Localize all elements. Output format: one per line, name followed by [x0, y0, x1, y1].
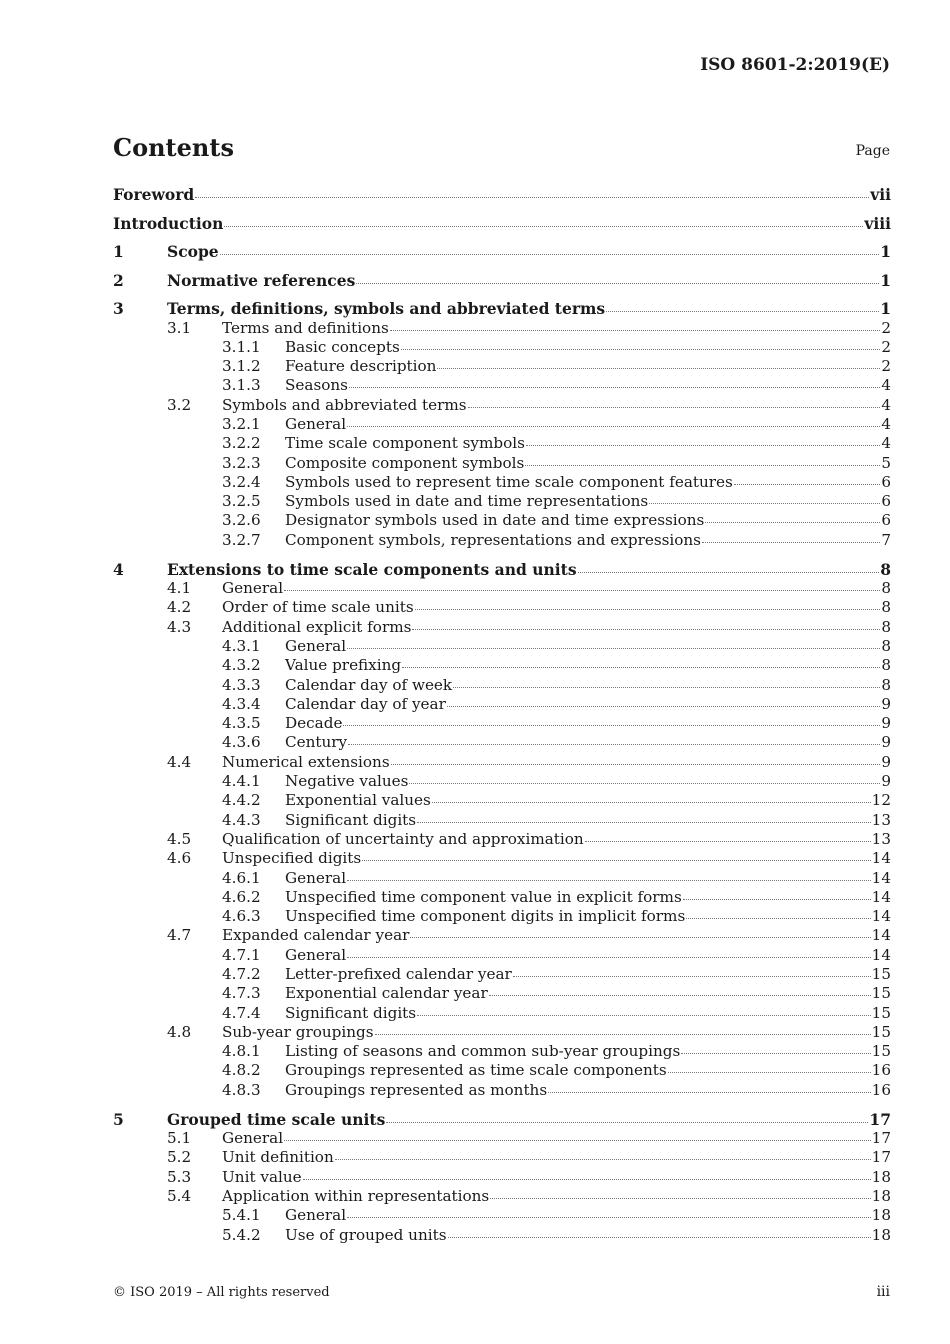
toc-dot-leader — [335, 1159, 871, 1160]
toc-entry-number: 5.4 — [167, 1186, 192, 1205]
toc-entry[interactable] — [113, 531, 891, 550]
toc-entry-title: Listing of seasons and common sub-year groupings — [285, 1042, 681, 1061]
toc-entry-title: Decade — [285, 714, 343, 733]
toc-entry-number: 3.2.2 — [222, 434, 261, 453]
toc-entry[interactable] — [113, 869, 891, 888]
toc-entry-title: Expanded calendar year — [222, 926, 410, 945]
toc-entry-title: Component symbols, representations and expressions — [285, 530, 701, 549]
toc-entry-number: 3.2.5 — [222, 492, 261, 511]
toc-entry-number: 4.7.2 — [222, 965, 261, 983]
toc-dot-leader — [490, 1198, 870, 1199]
toc-dot-leader — [401, 349, 881, 350]
toc-entry-page: 8 — [881, 617, 891, 636]
toc-entry-title: Significant digits — [285, 1003, 417, 1022]
toc-dot-leader — [705, 522, 880, 523]
toc-dot-leader — [348, 744, 880, 745]
toc-entry[interactable] — [113, 907, 891, 926]
toc-dot-leader — [284, 1140, 871, 1141]
toc-entry-page: 6 — [881, 472, 891, 491]
toc-dot-leader — [417, 1015, 871, 1016]
toc-entry[interactable] — [113, 656, 891, 675]
toc-entry[interactable] — [113, 598, 891, 617]
toc-entry[interactable] — [113, 618, 891, 637]
toc-entry[interactable] — [113, 1023, 891, 1042]
toc-dot-leader — [734, 484, 881, 485]
toc-entry-page: 15 — [871, 1003, 891, 1022]
toc-entry-page: 8 — [881, 656, 891, 675]
toc-dot-leader — [347, 1217, 871, 1218]
toc-entry-number: 4 — [113, 559, 124, 579]
toc-entry-number: 3.2 — [167, 395, 192, 414]
toc-entry[interactable] — [113, 888, 891, 907]
toc-entry-number: 4.3.6 — [222, 733, 261, 752]
toc-entry-number: 4.4.2 — [222, 791, 261, 810]
toc-dot-leader — [284, 590, 880, 591]
toc-entry-number: 5.3 — [167, 1167, 192, 1186]
toc-entry-number: 3.1.2 — [222, 357, 261, 376]
toc-entry-number: 4.4.3 — [222, 810, 261, 829]
toc-entry[interactable] — [113, 772, 891, 791]
toc-dot-leader — [683, 899, 871, 900]
toc-dot-leader — [686, 918, 870, 919]
toc-entry-title: Groupings represented as time scale components — [285, 1061, 667, 1080]
toc-entry-number: 4.7.3 — [222, 984, 261, 1003]
toc-entry-page: 16 — [871, 1061, 891, 1080]
document-id: ISO 8601-2:2019(E) — [700, 55, 890, 75]
toc-entry[interactable] — [113, 830, 891, 849]
toc-entry[interactable] — [113, 473, 891, 492]
toc-entry-title: Calendar day of year — [285, 694, 446, 713]
toc-entry-title: Exponential calendar year — [285, 984, 488, 1003]
toc-entry[interactable] — [113, 376, 891, 395]
toc-entry-title: Designator symbols used in date and time expressions — [285, 511, 705, 530]
toc-dot-leader — [224, 226, 863, 227]
toc-entry-number: 3.2.6 — [222, 511, 261, 530]
toc-entry[interactable] — [113, 492, 891, 511]
toc-dot-leader — [513, 976, 871, 977]
toc-entry-number: 3 — [113, 299, 124, 318]
toc-entry-title: Symbols used to represent time scale component features — [285, 472, 733, 491]
toc-entry-page: 9 — [881, 772, 891, 791]
toc-entry-title: Terms, definitions, symbols and abbreviated terms — [167, 299, 606, 318]
toc-entry-page: 7 — [881, 530, 891, 549]
toc-entry-title: Time scale component symbols — [285, 434, 525, 453]
toc-entry-page: 2 — [881, 357, 891, 376]
toc-entry-title: General — [285, 636, 347, 655]
toc-entry[interactable] — [113, 1168, 891, 1187]
toc-entry-number: 4.7.4 — [222, 1003, 261, 1022]
toc-entry-page: vii — [870, 185, 891, 204]
toc-dot-leader — [303, 1179, 871, 1180]
toc-entry-title: Use of grouped units — [285, 1225, 447, 1244]
toc-entry-page: 8 — [881, 675, 891, 694]
toc-entry[interactable] — [113, 185, 891, 205]
toc-entry-title: Century — [285, 733, 348, 752]
toc-entry-number: 1 — [113, 242, 124, 261]
toc-entry[interactable] — [113, 1061, 891, 1080]
toc-entry-page: 1 — [880, 242, 891, 261]
toc-dot-leader — [448, 1237, 871, 1238]
toc-entry[interactable] — [113, 1110, 891, 1130]
toc-entry-number: 3.1 — [167, 318, 192, 337]
toc-entry[interactable] — [113, 319, 891, 338]
toc-entry[interactable] — [113, 1004, 891, 1023]
toc-entry[interactable] — [113, 849, 891, 868]
toc-entry[interactable] — [113, 396, 891, 415]
toc-entry-title: Additional explicit forms — [222, 617, 412, 636]
toc-entry[interactable] — [113, 965, 891, 984]
toc-entry-page: 14 — [871, 926, 891, 945]
toc-dot-leader — [437, 368, 880, 369]
toc-entry-title: Letter-prefixed calendar year — [285, 965, 512, 983]
toc-entry-page: 17 — [871, 1148, 891, 1167]
toc-dot-leader — [362, 860, 871, 861]
toc-entry[interactable] — [113, 714, 891, 733]
toc-entry-title: Feature description — [285, 357, 437, 376]
toc-entry-number: 4.3.3 — [222, 675, 261, 694]
toc-entry[interactable] — [113, 271, 891, 291]
toc-dot-leader — [702, 542, 880, 543]
toc-entry-page: 1 — [880, 270, 891, 290]
toc-entry[interactable] — [113, 1129, 891, 1148]
toc-dot-leader — [453, 687, 880, 688]
toc-entry-page: 4 — [881, 376, 891, 395]
toc-dot-leader — [410, 937, 870, 938]
toc-dot-leader — [649, 503, 880, 504]
toc-dot-leader — [668, 1072, 871, 1073]
toc-entry[interactable] — [113, 733, 891, 752]
toc-entry-title: General — [222, 1129, 284, 1148]
toc-entry-title: Unit value — [222, 1167, 302, 1186]
toc-entry-page: 9 — [881, 714, 891, 733]
toc-entry-title: Grouped time scale units — [167, 1109, 386, 1129]
toc-entry-number: 4.6.1 — [222, 868, 261, 887]
toc-entry-page: 15 — [871, 1042, 891, 1061]
page-title: Contents — [113, 133, 234, 162]
toc-entry-page: 14 — [871, 907, 891, 926]
toc-entry-page: 17 — [869, 1109, 891, 1129]
toc-entry-page: 2 — [881, 318, 891, 337]
toc-entry[interactable] — [113, 791, 891, 810]
toc-entry-title: General — [285, 868, 347, 887]
toc-entry-number: 4.3.1 — [222, 636, 261, 655]
toc-entry-title: Terms and definitions — [222, 318, 389, 337]
toc-entry-number: 4.8.1 — [222, 1042, 261, 1061]
toc-dot-leader — [402, 667, 880, 668]
toc-entry[interactable] — [113, 357, 891, 376]
toc-entry-page: 16 — [871, 1080, 891, 1099]
toc-dot-leader — [391, 764, 881, 765]
toc-entry-page: 9 — [881, 752, 891, 771]
toc-entry-page: 15 — [871, 965, 891, 983]
toc-entry-title: Exponential values — [285, 791, 431, 810]
toc-entry-page: 8 — [880, 559, 891, 579]
page-column-label: Page — [855, 143, 890, 159]
toc-entry[interactable] — [113, 1226, 891, 1245]
toc-entry-title: Introduction — [113, 213, 224, 233]
toc-entry-number: 3.1.3 — [222, 376, 261, 395]
toc-entry-title: Scope — [167, 242, 219, 261]
toc-dot-leader — [525, 465, 880, 466]
toc-dot-leader — [548, 1092, 871, 1093]
toc-entry-number: 4.4 — [167, 752, 192, 771]
toc-entry-title: Application within representations — [222, 1186, 490, 1205]
toc-entry-title: Unspecified time component digits in implicit forms — [285, 907, 686, 926]
toc-entry-number: 3.2.1 — [222, 414, 261, 433]
toc-entry-number: 3.2.7 — [222, 530, 261, 549]
toc-entry-number: 4.7.1 — [222, 945, 261, 964]
toc-entry-title: General — [285, 414, 347, 433]
toc-entry-number: 4.2 — [167, 598, 192, 617]
toc-dot-leader — [347, 648, 880, 649]
toc-dot-leader — [468, 407, 881, 408]
toc-entry[interactable] — [113, 1081, 891, 1100]
toc-entry[interactable] — [113, 946, 891, 965]
toc-entry-title: Sub-year groupings — [222, 1022, 374, 1041]
toc-entry-number: 4.3.4 — [222, 694, 261, 713]
toc-entry-number: 5.2 — [167, 1148, 192, 1167]
toc-entry-title: Symbols and abbreviated terms — [222, 395, 467, 414]
table-of-contents — [113, 185, 891, 1245]
toc-entry-title: Seasons — [285, 376, 348, 395]
toc-entry[interactable] — [113, 695, 891, 714]
toc-entry[interactable] — [113, 1187, 891, 1206]
toc-entry-title: Normative references — [167, 270, 356, 290]
toc-entry[interactable] — [113, 560, 891, 580]
toc-entry[interactable] — [113, 637, 891, 656]
toc-entry-title: Negative values — [285, 772, 409, 791]
toc-entry[interactable] — [113, 338, 891, 357]
toc-entry-page: 14 — [871, 945, 891, 964]
toc-entry-number: 5 — [113, 1109, 124, 1129]
toc-entry-title: Foreword — [113, 185, 195, 204]
toc-entry-number: 3.2.4 — [222, 472, 261, 491]
toc-entry-number: 3.1.1 — [222, 337, 261, 356]
toc-entry[interactable] — [113, 984, 891, 1003]
toc-entry-title: Qualification of uncertainty and approximation — [222, 829, 584, 848]
toc-dot-leader — [415, 609, 881, 610]
toc-entry-page: 13 — [871, 810, 891, 829]
toc-entry-page: 9 — [881, 694, 891, 713]
toc-dot-leader — [375, 1034, 871, 1035]
toc-entry-number: 5.1 — [167, 1129, 192, 1148]
toc-entry-page: 4 — [881, 414, 891, 433]
toc-dot-leader — [386, 1122, 868, 1123]
toc-dot-leader — [220, 254, 880, 255]
toc-entry[interactable] — [113, 434, 891, 453]
toc-entry-title: Basic concepts — [285, 337, 400, 356]
toc-dot-leader — [526, 445, 880, 446]
toc-entry-page: 14 — [871, 849, 891, 868]
toc-entry-number: 4.3 — [167, 617, 192, 636]
toc-entry-page: 18 — [871, 1186, 891, 1205]
toc-entry-page: 8 — [881, 598, 891, 617]
toc-entry[interactable] — [113, 676, 891, 695]
toc-entry[interactable] — [113, 299, 891, 319]
toc-entry-title: Unspecified time component value in explicit forms — [285, 887, 682, 906]
toc-dot-leader — [390, 330, 881, 331]
toc-entry[interactable] — [113, 1042, 891, 1061]
toc-entry-number: 4.4.1 — [222, 772, 261, 791]
toc-entry-page: 14 — [871, 868, 891, 887]
toc-dot-leader — [356, 283, 879, 284]
toc-entry[interactable] — [113, 415, 891, 434]
toc-entry-title: Unspecified digits — [222, 849, 362, 868]
toc-entry-page: 18 — [871, 1206, 891, 1225]
toc-entry-page: 4 — [881, 434, 891, 453]
toc-entry-number: 4.5 — [167, 829, 192, 848]
toc-dot-leader — [412, 629, 880, 630]
toc-dot-leader — [347, 880, 871, 881]
toc-entry-number: 4.3.5 — [222, 714, 261, 733]
toc-entry-number: 4.6.2 — [222, 887, 261, 906]
toc-entry-number: 5.4.2 — [222, 1225, 261, 1244]
toc-dot-leader — [417, 822, 871, 823]
toc-entry-page: 9 — [881, 733, 891, 752]
toc-entry-title: Value prefixing — [285, 656, 402, 675]
toc-entry[interactable] — [113, 1206, 891, 1225]
toc-entry[interactable] — [113, 242, 891, 262]
toc-entry-page: viii — [864, 213, 891, 233]
toc-entry-number: 4.1 — [167, 579, 192, 598]
toc-entry-number: 4.8 — [167, 1022, 192, 1041]
toc-entry-page: 8 — [881, 636, 891, 655]
toc-entry-page: 18 — [871, 1167, 891, 1186]
toc-entry-page: 6 — [881, 492, 891, 511]
toc-entry-title: General — [285, 945, 347, 964]
footer-page-number: iii — [876, 1284, 890, 1300]
toc-entry-page: 2 — [881, 337, 891, 356]
toc-entry-title: Significant digits — [285, 810, 417, 829]
toc-entry-page: 1 — [880, 299, 891, 318]
toc-entry-title: Symbols used in date and time representations — [285, 492, 649, 511]
toc-entry-page: 15 — [871, 984, 891, 1003]
toc-entry-title: General — [222, 579, 284, 598]
toc-dot-leader — [195, 197, 869, 198]
toc-entry[interactable] — [113, 1148, 891, 1167]
toc-entry-page: 12 — [871, 791, 891, 810]
toc-dot-leader — [489, 995, 871, 996]
toc-dot-leader — [347, 426, 880, 427]
toc-entry-number: 4.6 — [167, 849, 192, 868]
toc-entry-number: 2 — [113, 270, 124, 290]
toc-entry-title: Groupings represented as months — [285, 1080, 548, 1099]
toc-entry-number: 4.6.3 — [222, 907, 261, 926]
toc-dot-leader — [585, 841, 871, 842]
toc-entry-number: 3.2.3 — [222, 453, 261, 472]
toc-entry-number: 4.7 — [167, 926, 192, 945]
toc-entry[interactable] — [113, 511, 891, 530]
toc-entry-number: 4.3.2 — [222, 656, 261, 675]
toc-entry[interactable] — [113, 926, 891, 945]
toc-dot-leader — [343, 725, 880, 726]
toc-dot-leader — [606, 311, 879, 312]
toc-dot-leader — [347, 957, 871, 958]
toc-entry-title: Extensions to time scale components and units — [167, 559, 577, 579]
toc-entry[interactable] — [113, 579, 891, 598]
toc-entry-page: 15 — [871, 1022, 891, 1041]
footer-copyright: © ISO 2019 – All rights reserved — [113, 1285, 330, 1300]
toc-entry[interactable] — [113, 214, 891, 234]
toc-dot-leader — [681, 1053, 870, 1054]
toc-entry-page: 17 — [871, 1129, 891, 1148]
toc-entry-page: 6 — [881, 511, 891, 530]
toc-entry-page: 4 — [881, 395, 891, 414]
toc-entry-page: 8 — [881, 579, 891, 598]
toc-dot-leader — [349, 387, 880, 388]
toc-entry-page: 18 — [871, 1225, 891, 1244]
toc-entry-title: General — [285, 1206, 347, 1225]
toc-entry-number: 4.8.2 — [222, 1061, 261, 1080]
toc-dot-leader — [578, 572, 880, 573]
toc-entry-title: Composite component symbols — [285, 453, 525, 472]
toc-entry-page: 14 — [871, 887, 891, 906]
toc-entry-title: Order of time scale units — [222, 598, 414, 617]
toc-entry-page: 5 — [881, 453, 891, 472]
toc-entry[interactable] — [113, 753, 891, 772]
toc-entry-number: 4.8.3 — [222, 1080, 261, 1099]
toc-dot-leader — [409, 783, 880, 784]
toc-entry[interactable] — [113, 454, 891, 473]
toc-entry-title: Numerical extensions — [222, 752, 390, 771]
toc-dot-leader — [432, 802, 871, 803]
toc-entry-page: 13 — [871, 829, 891, 848]
toc-entry-number: 5.4.1 — [222, 1206, 261, 1225]
toc-entry[interactable] — [113, 811, 891, 830]
toc-dot-leader — [447, 706, 881, 707]
toc-entry-title: Calendar day of week — [285, 675, 453, 694]
toc-entry-title: Unit definition — [222, 1148, 334, 1167]
